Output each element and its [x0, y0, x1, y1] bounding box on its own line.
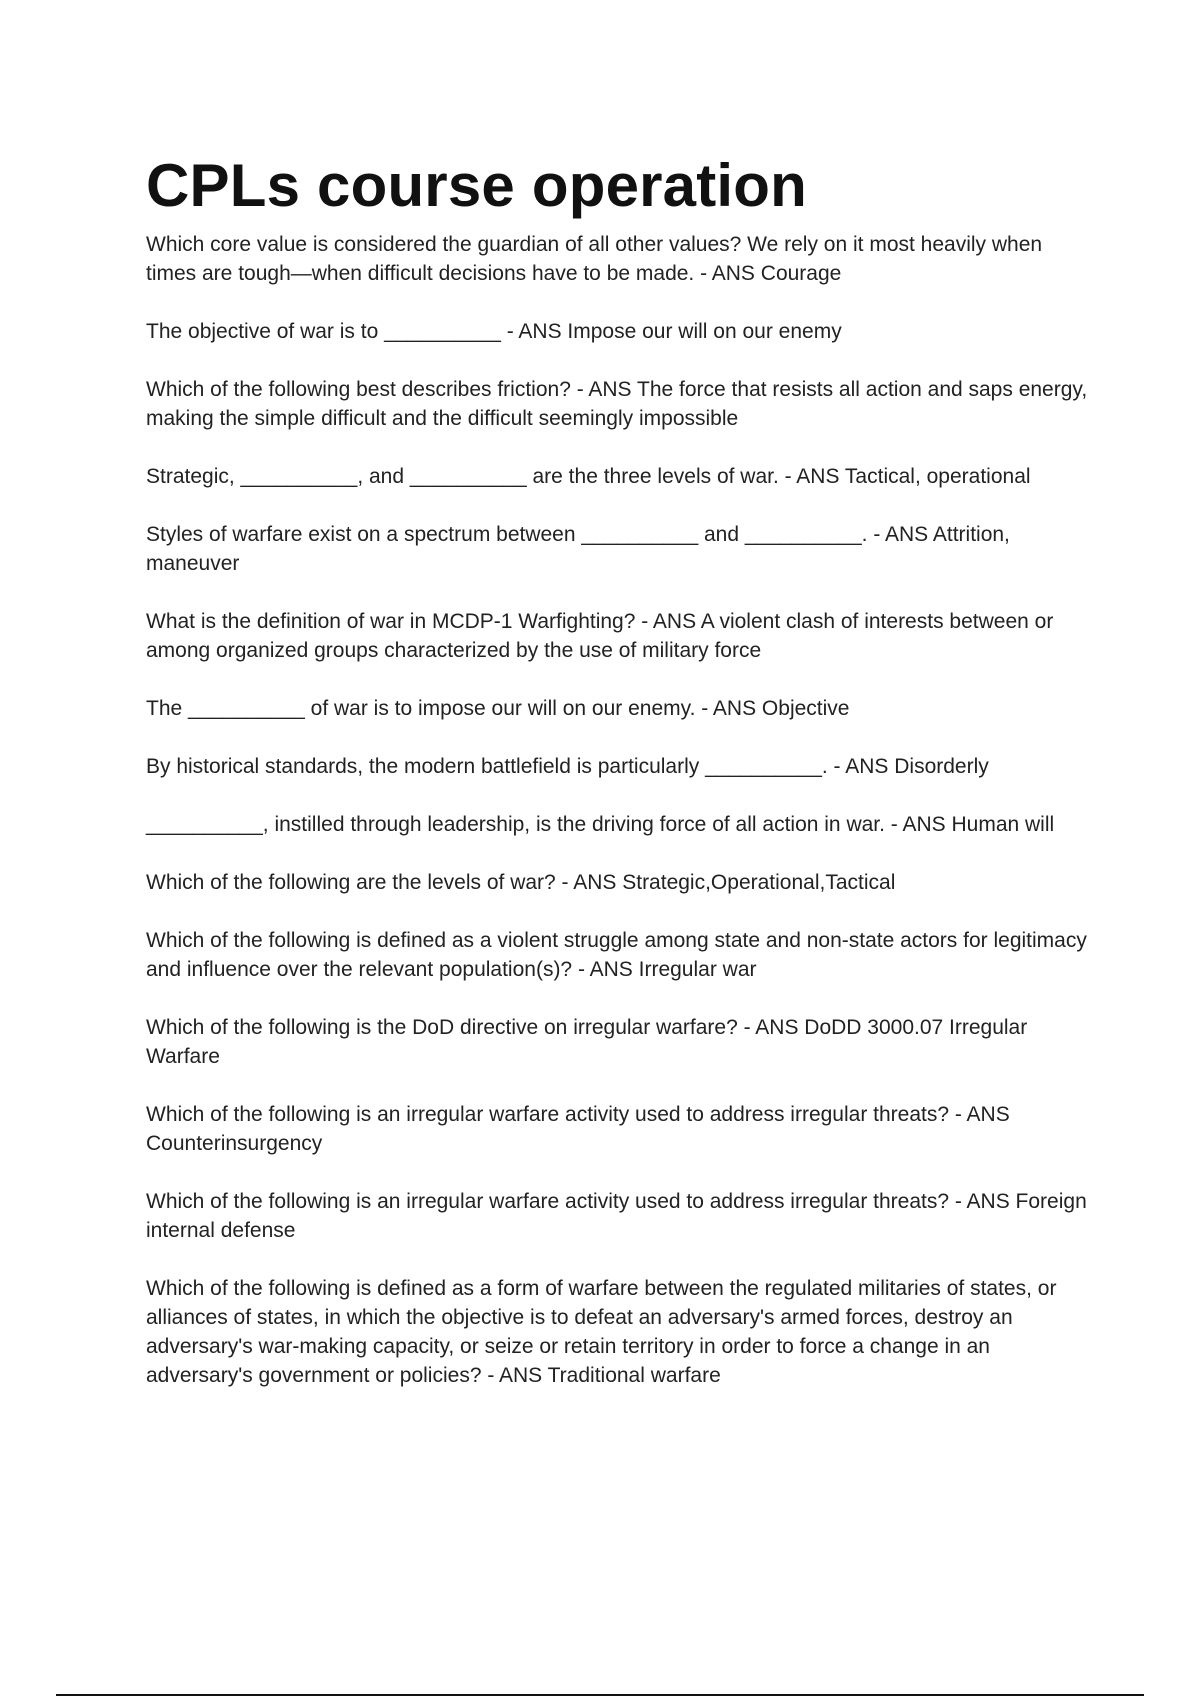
qa-item: Which of the following is an irregular warfare activity used to address irregular threats? - ANS Counterinsurgency [146, 1103, 1010, 1155]
qa-item: The objective of war is to __________ - ANS Impose our will on our enemy [146, 320, 842, 343]
document-page [146, 140, 1096, 1419]
qa-item: Which core value is considered the guardian of all other values? We rely on it most heavily when times are tough—when difficult decisions have to be made. - ANS Courage [146, 233, 1043, 285]
qa-item: Which of the following is an irregular warfare activity used to address irregular threats? - ANS Foreign internal defense [146, 1190, 1087, 1242]
document-title: CPLs course operation [146, 152, 808, 219]
footer-divider [56, 1694, 1144, 1696]
qa-item: Strategic, __________, and __________ are the three levels of war. - ANS Tactical, operational [146, 465, 1031, 488]
qa-list [146, 230, 1096, 1390]
qa-item: Which of the following best describes friction? - ANS The force that resists all action and saps energy, making the simple difficult and the difficult seemingly impossible [146, 378, 1088, 430]
qa-item: The __________ of war is to impose our will on our enemy. - ANS Objective [146, 697, 850, 720]
qa-item: Which of the following is the DoD directive on irregular warfare? - ANS DoDD 3000.07 Irregular Warfare [146, 1016, 1028, 1068]
qa-item: Which of the following is defined as a form of warfare between the regulated militaries of states, or alliances of states, in which the objective is to defeat an adversary's armed forces, destroy an adversary's war-making capacity, or seize or retain territory in order to force a change in an adversary's government or policies? - ANS Traditional warfare [146, 1277, 1057, 1387]
qa-item: Styles of warfare exist on a spectrum between __________ and __________. - ANS Attrition, maneuver [146, 523, 1010, 575]
qa-item: What is the definition of war in MCDP-1 Warfighting? - ANS A violent clash of interests between or among organized groups characterized by the use of military force [146, 610, 1054, 662]
qa-item: By historical standards, the modern battlefield is particularly __________. - ANS Disorderly [146, 755, 989, 778]
qa-item: Which of the following is defined as a violent struggle among state and non-state actors for legitimacy and influence over the relevant population(s)? - ANS Irregular war [146, 929, 1087, 981]
qa-item: Which of the following are the levels of war? - ANS Strategic,Operational,Tactical [146, 871, 896, 894]
qa-item: __________, instilled through leadership, is the driving force of all action in war. - ANS Human will [146, 813, 1055, 836]
